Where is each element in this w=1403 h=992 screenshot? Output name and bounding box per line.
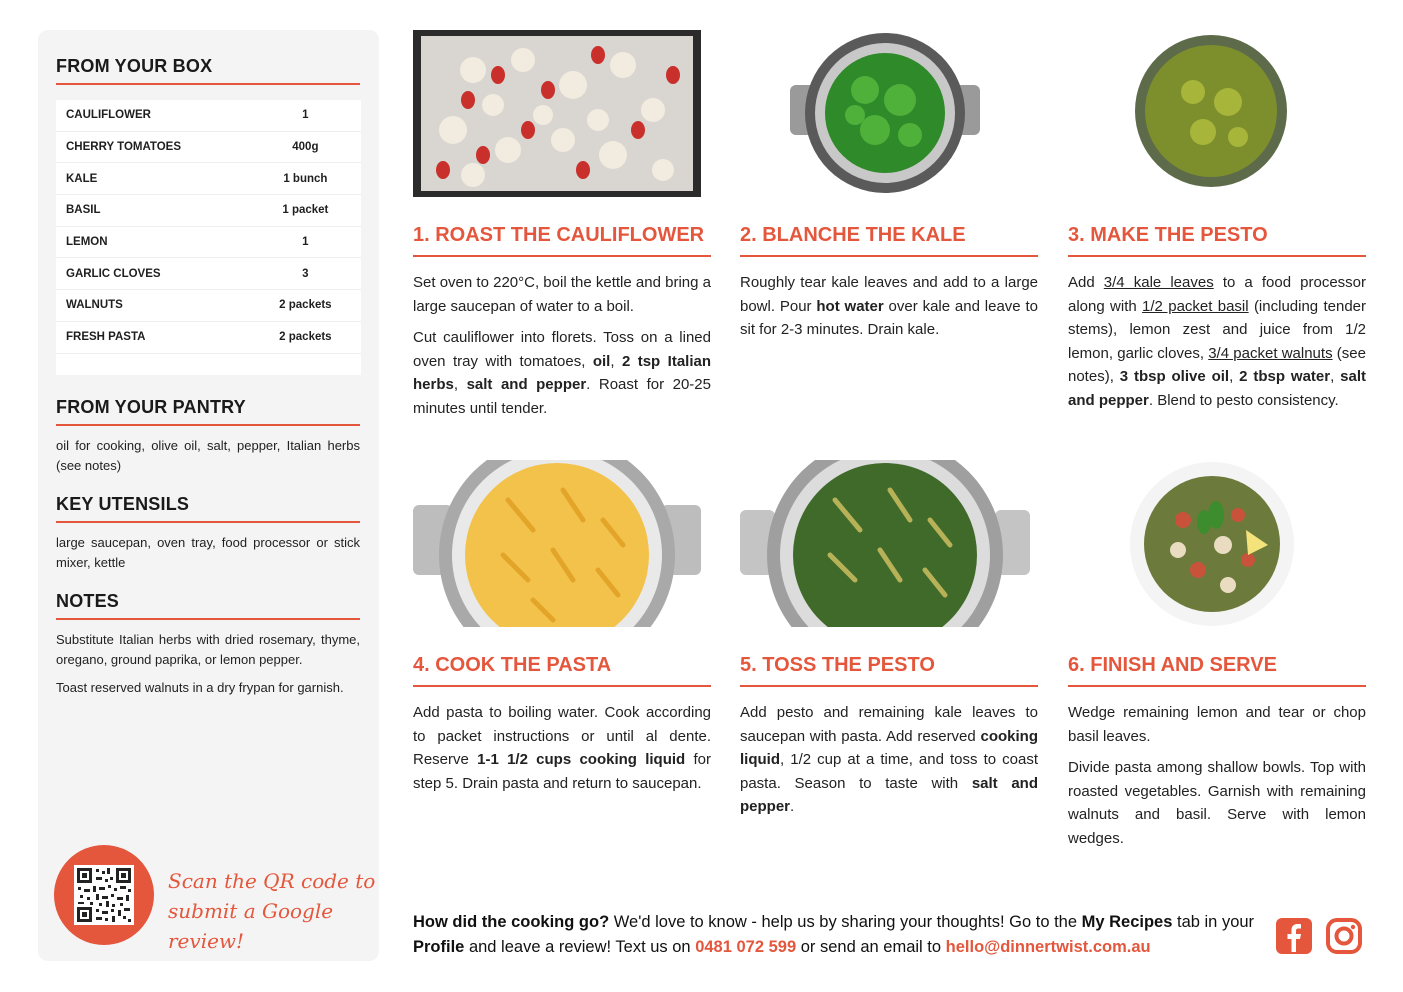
email-link[interactable]: hello@dinnertwist.com.au bbox=[945, 938, 1151, 956]
ingredient-qty: 1 bbox=[302, 236, 309, 249]
step-text: Cut cauliflower into florets. Toss on a lined oven tray with tomatoes, oil, 2 tsp Italian herbs, salt and pepper. Roast for 20-25 minutes until tender. bbox=[413, 329, 711, 417]
utensils-title: KEY UTENSILS bbox=[56, 494, 190, 514]
box-title: FROM YOUR BOX bbox=[56, 56, 213, 76]
step-text: Add 3/4 kale leaves to a food processor along with 1/2 packet basil (including tender stems), lemon zest and juice from 1/2 lemon, garlic cloves, 3/4 packet walnuts (see notes), 3 tbsp olive oil, 2 tbsp water, salt and pepper. Blend to pesto consistency. bbox=[1068, 274, 1367, 409]
ingredient-qty: 1 bbox=[302, 109, 309, 122]
step-title: 2. BLANCHE THE KALE bbox=[740, 224, 966, 246]
step-text: Roughly tear kale leaves and add to a large bowl. Pour hot water over kale and leave to sit for 2-3 minutes. Drain kale. bbox=[740, 274, 1038, 338]
qr-caption-line: Scan the QR code to bbox=[168, 869, 376, 893]
table-row bbox=[56, 132, 361, 164]
divider bbox=[56, 618, 360, 620]
footer-text: or send an email to bbox=[796, 938, 946, 956]
footer-text: tab in your bbox=[1172, 913, 1255, 931]
ingredients-table bbox=[56, 100, 361, 375]
step-title: 3. MAKE THE PESTO bbox=[1068, 224, 1268, 246]
pantry-title: FROM YOUR PANTRY bbox=[56, 397, 246, 417]
photo-pesto-bowl bbox=[1133, 32, 1289, 190]
step-text: Set oven to 220°C, boil the kettle and bring a large saucepan of water to a boil. bbox=[413, 274, 711, 315]
photo-pasta-colander bbox=[413, 460, 701, 627]
divider bbox=[1068, 255, 1366, 257]
step-4 bbox=[413, 654, 711, 795]
divider bbox=[413, 255, 711, 257]
photo-finished-dish bbox=[1128, 460, 1296, 627]
divider bbox=[740, 685, 1038, 687]
photo-kale-bowl bbox=[790, 30, 980, 197]
footer-text: and leave a review! Text us on bbox=[464, 938, 696, 956]
divider bbox=[1068, 685, 1366, 687]
divider bbox=[56, 521, 360, 523]
qr-badge[interactable] bbox=[54, 845, 154, 945]
box-section bbox=[56, 56, 360, 85]
qr-caption-line: submit a Google review! bbox=[168, 899, 334, 953]
footer-text: We'd love to know - help us by sharing your thoughts! Go to the bbox=[609, 913, 1082, 931]
table-row bbox=[56, 195, 361, 227]
ingredient-qty: 400g bbox=[292, 141, 319, 154]
ingredient-name: CHERRY TOMATOES bbox=[66, 141, 182, 154]
photo-roast-tray bbox=[413, 30, 701, 197]
footer-question: How did the cooking go? bbox=[413, 913, 610, 931]
divider bbox=[56, 424, 360, 426]
phone-link[interactable]: 0481 072 599 bbox=[695, 938, 797, 956]
photo-pesto-pasta bbox=[740, 460, 1030, 627]
table-row bbox=[56, 100, 361, 132]
divider bbox=[413, 685, 711, 687]
step-3 bbox=[1068, 224, 1366, 412]
step-title: 1. ROAST THE CAULIFLOWER bbox=[413, 224, 705, 246]
utensils-section bbox=[56, 494, 360, 573]
ingredient-name: LEMON bbox=[66, 236, 108, 249]
divider bbox=[740, 255, 1038, 257]
qr-caption bbox=[168, 866, 379, 956]
sidebar-panel bbox=[38, 30, 379, 961]
step-5 bbox=[740, 654, 1038, 819]
step-title: 5. TOSS THE PESTO bbox=[740, 654, 935, 676]
divider bbox=[56, 83, 360, 85]
table-row bbox=[56, 227, 361, 259]
footer-bold: Profile bbox=[413, 938, 465, 956]
step-6 bbox=[1068, 654, 1366, 850]
step-title: 6. FINISH AND SERVE bbox=[1068, 654, 1277, 676]
footer-bold: My Recipes bbox=[1081, 913, 1173, 931]
ingredient-qty: 3 bbox=[302, 267, 309, 280]
ingredient-name: CAULIFLOWER bbox=[66, 109, 151, 122]
ingredient-qty: 1 bunch bbox=[283, 172, 328, 185]
step-text: Wedge remaining lemon and tear or chop basil leaves. bbox=[1068, 704, 1366, 745]
note-item: Substitute Italian herbs with dried rosemary, thyme, oregano, ground paprika, or lemon pepper. bbox=[56, 632, 360, 667]
utensils-text: large saucepan, oven tray, food processor or stick mixer, kettle bbox=[56, 535, 360, 570]
ingredient-name: FRESH PASTA bbox=[66, 331, 146, 344]
notes-section bbox=[56, 591, 360, 698]
step-2 bbox=[740, 224, 1038, 342]
pantry-section bbox=[56, 397, 360, 476]
step-1 bbox=[413, 224, 711, 420]
ingredient-name: KALE bbox=[66, 172, 98, 185]
instagram-icon[interactable] bbox=[1325, 917, 1363, 955]
ingredient-name: GARLIC CLOVES bbox=[66, 267, 161, 280]
step-text: Add pesto and remaining kale leaves to saucepan with pasta. Add reserved cooking liquid, 1/2 cup at a time, and toss to coast pasta. Season to taste with salt and pepper. bbox=[740, 704, 1038, 815]
notes-title: NOTES bbox=[56, 591, 120, 611]
step-title: 4. COOK THE PASTA bbox=[413, 654, 612, 676]
table-row bbox=[56, 290, 361, 322]
review-footer bbox=[413, 910, 1263, 960]
ingredient-qty: 2 packets bbox=[279, 299, 332, 312]
ingredient-name: WALNUTS bbox=[66, 299, 123, 312]
step-text: Divide pasta among shallow bowls. Top with roasted vegetables. Garnish with remaining walnuts and basil. Serve with lemon wedges. bbox=[1068, 759, 1366, 847]
pantry-text: oil for cooking, olive oil, salt, pepper, Italian herbs (see notes) bbox=[56, 438, 360, 473]
note-item: Toast reserved walnuts in a dry frypan for garnish. bbox=[56, 680, 344, 695]
ingredient-name: BASIL bbox=[66, 204, 101, 217]
step-text: Add pasta to boiling water. Cook according to packet instructions or until al dente. Reserve 1-1 1/2 cups cooking liquid for step 5. Drain pasta and return to saucepan. bbox=[413, 704, 711, 792]
ingredient-qty: 1 packet bbox=[282, 204, 329, 217]
qr-code-icon[interactable] bbox=[74, 865, 134, 925]
table-row bbox=[56, 322, 361, 354]
table-row bbox=[56, 258, 361, 290]
table-row bbox=[56, 163, 361, 195]
ingredient-qty: 2 packets bbox=[279, 331, 332, 344]
facebook-icon[interactable] bbox=[1275, 917, 1313, 955]
